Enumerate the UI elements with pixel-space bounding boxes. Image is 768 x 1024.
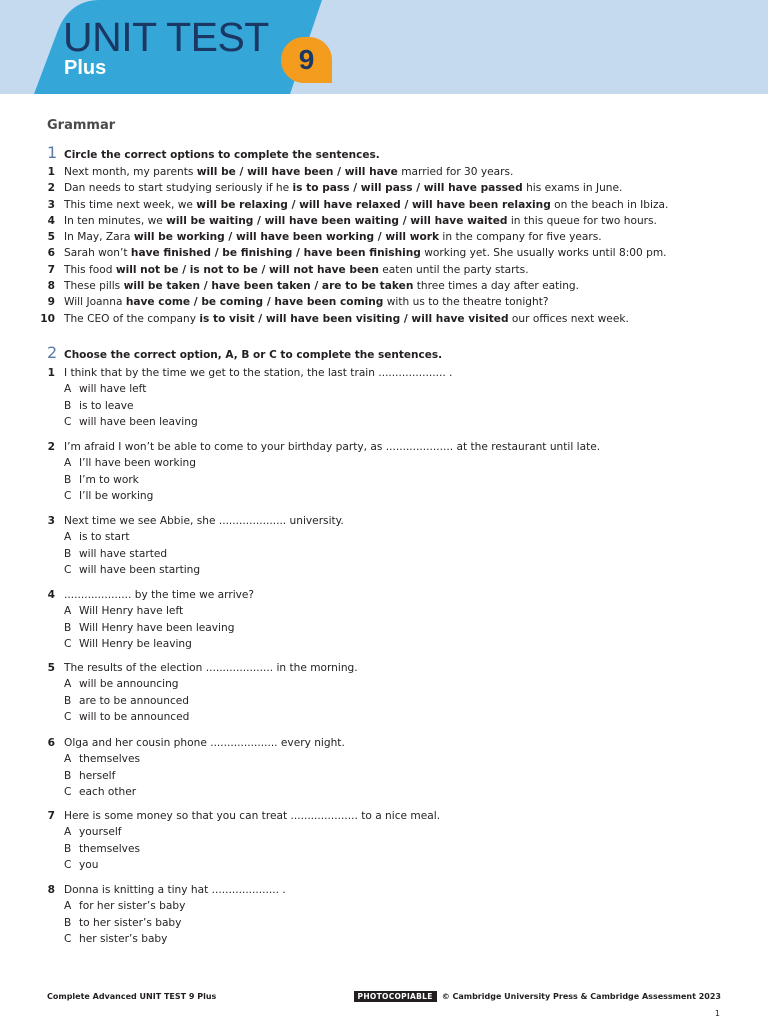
question-text: Donna is knitting a tiny hat .................... . (64, 884, 286, 896)
list-item (38, 245, 728, 261)
answer-option[interactable] (38, 398, 728, 414)
photocopiable-badge: PHOTOCOPIABLE (354, 991, 437, 1002)
answer-option[interactable] (38, 693, 728, 709)
sentence-part: The CEO of the company (64, 312, 200, 325)
answer-option[interactable] (38, 488, 728, 504)
sentence-part: three times a day after eating. (413, 280, 580, 293)
answer-option[interactable] (38, 620, 728, 636)
question-text: I’m afraid I won’t be able to come to your birthday party, as .................... at the restaurant until late. (64, 441, 601, 453)
sentence-part: This time next week, we (64, 198, 197, 211)
item-sentence (64, 262, 529, 278)
option-letter: B (64, 916, 72, 929)
question-stem (38, 882, 728, 898)
option-letter: C (64, 786, 72, 799)
answer-option[interactable] (38, 472, 728, 488)
sentence-part: These pills (64, 280, 124, 293)
option-letter: A (64, 531, 72, 544)
sentence-part: our offices next week. (508, 312, 629, 325)
option-text: Will Henry be leaving (79, 638, 192, 651)
answer-options[interactable]: will not be / is not to be / will not have been (115, 263, 379, 276)
question-stem (38, 587, 728, 603)
answer-option[interactable] (38, 784, 728, 800)
item-number: 1 (47, 166, 55, 178)
option-letter: C (64, 564, 72, 577)
question-block (38, 660, 728, 726)
item-sentence (64, 294, 549, 310)
sentence-part: in this queue for two hours. (507, 214, 657, 227)
exercise-number: 1 (47, 143, 58, 162)
question-number: 8 (47, 884, 55, 896)
header-banner (0, 0, 768, 94)
question-number: 5 (47, 662, 55, 674)
option-text: to her sister’s baby (79, 916, 182, 929)
question-text: Here is some money so that you can treat .................... to a nice meal. (64, 810, 441, 822)
question-block (38, 587, 728, 653)
item-sentence (64, 197, 668, 213)
copyright-text: © Cambridge University Press & Cambridge Assessment 2023 (441, 992, 721, 1001)
answer-option[interactable] (38, 751, 728, 767)
answer-option[interactable] (38, 709, 728, 725)
answer-options[interactable]: will be relaxing / will have relaxed / will have been relaxing (196, 198, 551, 211)
option-letter: A (64, 826, 72, 839)
option-letter: A (64, 900, 72, 913)
list-item (38, 311, 728, 327)
option-text: herself (79, 769, 116, 782)
option-text: will have left (79, 383, 147, 396)
question-text: Next time we see Abbie, she .................... university. (64, 515, 344, 527)
option-letter: B (64, 842, 72, 855)
list-item (38, 229, 728, 245)
question-stem (38, 365, 728, 381)
option-letter: C (64, 711, 72, 724)
item-number: 10 (40, 312, 55, 325)
list-item (38, 294, 728, 310)
question-stem (38, 660, 728, 676)
option-letter: C (64, 859, 72, 872)
option-letter: B (64, 694, 72, 707)
option-letter: A (64, 457, 72, 470)
answer-option[interactable] (38, 898, 728, 914)
answer-options[interactable]: will be working / will have been working / will work (133, 231, 440, 244)
list-item (38, 262, 728, 278)
answer-options[interactable]: have come / be coming / have been coming (125, 296, 384, 309)
question-number: 6 (47, 737, 55, 749)
exercise-2-heading (47, 343, 442, 362)
sentence-part: eaten until the party starts. (378, 263, 529, 276)
question-text: I think that by the time we get to the station, the last train .................... . (64, 367, 453, 379)
option-letter: C (64, 416, 72, 429)
item-sentence (64, 180, 622, 196)
option-text: will to be announced (79, 711, 190, 724)
footer-copyright-block (354, 991, 721, 1002)
question-block (38, 882, 728, 948)
option-text: her sister’s baby (79, 933, 168, 946)
item-sentence (64, 229, 602, 245)
sentence-part: on the beach in Ibiza. (550, 198, 669, 211)
list-item (38, 180, 728, 196)
question-stem (38, 808, 728, 824)
option-text: Will Henry have left (79, 605, 184, 618)
option-letter: A (64, 753, 72, 766)
sentence-part: in the company for five years. (439, 231, 602, 244)
option-text: Will Henry have been leaving (79, 621, 235, 634)
sentence-part: Sarah won’t (64, 247, 131, 260)
answer-option[interactable] (38, 915, 728, 931)
answer-option[interactable] (38, 546, 728, 562)
answer-option[interactable] (38, 931, 728, 947)
item-number: 2 (47, 182, 55, 195)
option-letter: A (64, 678, 72, 691)
option-text: each other (79, 786, 137, 799)
question-block (38, 808, 728, 874)
option-letter: B (64, 621, 72, 634)
item-number: 9 (47, 296, 55, 309)
option-letter: C (64, 490, 72, 503)
answer-option[interactable] (38, 529, 728, 545)
page-title: UNIT TEST (63, 14, 269, 60)
list-item (38, 164, 728, 180)
option-text: themselves (79, 842, 140, 855)
option-text: for her sister’s baby (79, 900, 186, 913)
answer-option[interactable] (38, 636, 728, 652)
option-letter: B (64, 769, 72, 782)
question-text: The results of the election .................... in the morning. (64, 662, 358, 674)
item-sentence (64, 278, 579, 294)
question-number: 3 (47, 515, 55, 527)
option-letter: B (64, 473, 72, 486)
question-number: 7 (47, 810, 55, 822)
item-number: 7 (47, 263, 55, 276)
answer-option[interactable] (38, 824, 728, 840)
option-text: will have been leaving (79, 416, 198, 429)
sentence-part: Next month, my parents (64, 166, 197, 178)
question-number: 1 (47, 367, 55, 379)
sentence-part: Will Joanna (64, 296, 126, 309)
question-block (38, 365, 728, 431)
item-sentence (64, 311, 629, 327)
sentence-part: In ten minutes, we (64, 214, 167, 227)
question-block (38, 735, 728, 801)
page-number: 1 (714, 1009, 720, 1018)
sentence-part: In May, Zara (64, 231, 134, 244)
answer-option[interactable] (38, 768, 728, 784)
answer-option[interactable] (38, 603, 728, 619)
option-text: I’m to work (79, 473, 139, 486)
option-text: will have started (79, 547, 168, 560)
answer-option[interactable] (38, 381, 728, 397)
question-block (38, 513, 728, 579)
exercise-number: 2 (47, 343, 58, 362)
list-item (38, 278, 728, 294)
answer-options[interactable]: will be / will have been / will have (196, 166, 398, 178)
option-letter: B (64, 399, 72, 412)
item-number: 4 (47, 214, 55, 227)
option-text: is to start (79, 531, 130, 544)
question-number: 2 (47, 441, 55, 453)
answer-options[interactable]: will be waiting / will have been waiting / will have waited (166, 214, 508, 227)
list-item (38, 213, 728, 229)
question-stem (38, 735, 728, 751)
item-number: 6 (47, 247, 55, 260)
unit-number-badge: 9 (281, 37, 332, 83)
answer-option[interactable] (38, 841, 728, 857)
sentence-part: married for 30 years. (397, 166, 514, 178)
sentence-part: Dan needs to start studying seriously if he (64, 182, 293, 195)
item-sentence (64, 213, 657, 229)
exercise-1-items (38, 164, 728, 327)
option-text: themselves (79, 753, 140, 766)
option-text: are to be announced (79, 694, 190, 707)
sentence-part: his exams in June. (522, 182, 623, 195)
answer-options[interactable]: will be taken / have been taken / are to be taken (123, 280, 414, 293)
answer-option[interactable] (38, 455, 728, 471)
sentence-part: This food (64, 263, 116, 276)
exercise-instruction: Choose the correct option, A, B or C to complete the sentences. (64, 349, 443, 361)
item-number: 5 (47, 231, 55, 244)
option-text: I’ll be working (79, 490, 154, 503)
answer-option[interactable] (38, 857, 728, 873)
question-text: .................... by the time we arrive? (64, 589, 255, 601)
answer-option[interactable] (38, 562, 728, 578)
question-stem (38, 439, 728, 455)
answer-option[interactable] (38, 414, 728, 430)
exercise-1-heading (47, 143, 380, 162)
answer-options[interactable]: is to visit / will have been visiting / will have visited (199, 312, 509, 325)
option-text: I’ll have been working (79, 457, 196, 470)
exercise-instruction: Circle the correct options to complete the sentences. (64, 149, 380, 161)
option-letter: C (64, 933, 72, 946)
option-text: you (79, 859, 99, 872)
option-text: will be announcing (79, 678, 179, 691)
section-title: Grammar (47, 118, 116, 133)
option-letter: A (64, 605, 72, 618)
option-text: yourself (79, 826, 122, 839)
answer-options[interactable]: have finished / be finishing / have been finishing (130, 247, 421, 260)
question-stem (38, 513, 728, 529)
question-number: 4 (47, 589, 55, 601)
question-block (38, 439, 728, 505)
list-item (38, 197, 728, 213)
item-number: 3 (47, 198, 55, 211)
option-letter: C (64, 638, 72, 651)
answer-option[interactable] (38, 676, 728, 692)
page-subtitle: Plus (64, 57, 107, 79)
footer-title: Complete Advanced UNIT TEST 9 Plus (47, 992, 217, 1001)
option-text: is to leave (79, 399, 134, 412)
item-sentence (64, 245, 667, 261)
sentence-part: with us to the theatre tonight? (383, 296, 549, 309)
option-letter: A (64, 383, 72, 396)
option-letter: B (64, 547, 72, 560)
item-sentence (64, 164, 513, 180)
sentence-part: working yet. She usually works until 8:00 pm. (420, 247, 667, 260)
option-text: will have been starting (79, 564, 201, 577)
item-number: 8 (47, 280, 55, 293)
answer-options[interactable]: is to pass / will pass / will have passed (292, 182, 523, 195)
question-text: Olga and her cousin phone .................... every night. (64, 737, 345, 749)
